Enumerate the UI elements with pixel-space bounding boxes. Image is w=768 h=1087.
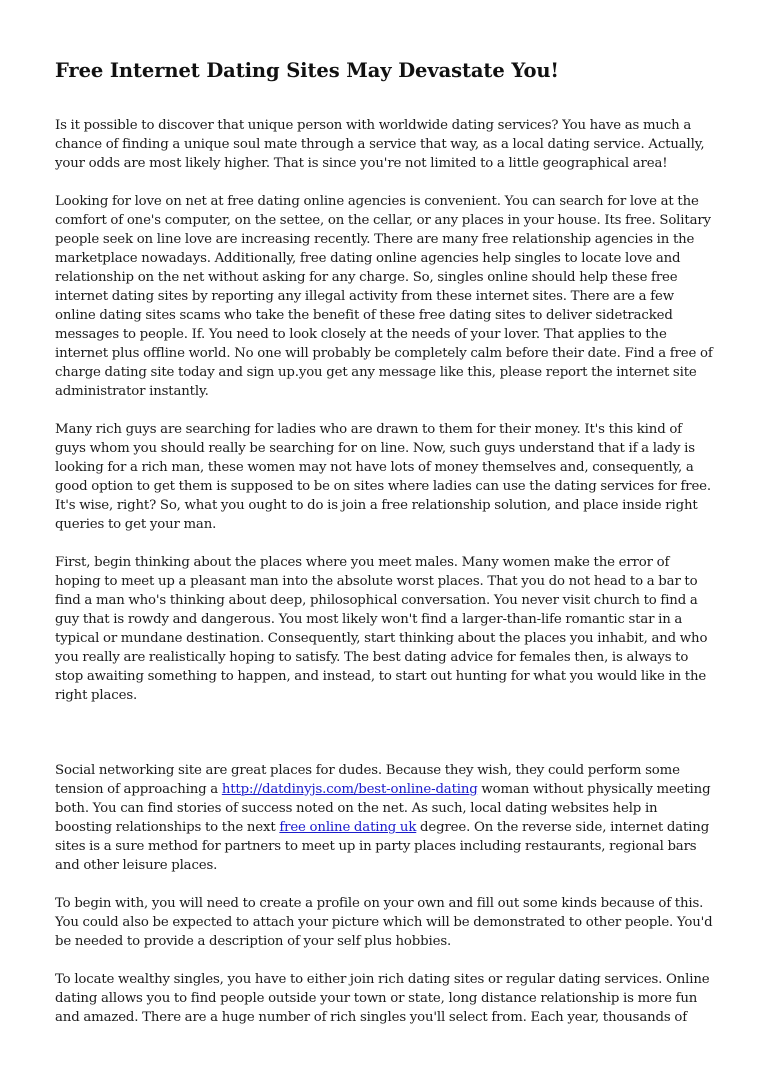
- link-best-online-dating[interactable]: http://datdinyjs.com/best-online-dating: [221, 782, 478, 797]
- paragraph-rich-guys: Many rich guys are searching for ladies who are drawn to them for their money. It's this kind of guys whom you should really be searching for on line. Now, such guys understand that if a lady is looking for a rich man, these women may not have lots of money themselves and, consequently, a good option to get them is supposed to be on sites where ladies can use the dating services for free. It's wise, right? So, what you ought to do is join a free relationship solution, and place inside right queries to get your man.: [55, 422, 711, 532]
- document-page: [55, 58, 715, 1027]
- paragraph-social-networking: [55, 761, 715, 875]
- paragraph-intro: Is it possible to discover that unique person with worldwide dating services? You have as much a chance of finding a unique soul mate through a service that way, as a local dating service. Actually, your odds are most likely higher. That is since you're not limited to a little geographical area!: [55, 118, 705, 171]
- paragraph-meet-males: First, begin thinking about the places where you meet males. Many women make the error of hoping to meet up a pleasant man into the absolute worst places. That you do not head to a bar to find a man who's thinking about deep, philosophical conversation. You never visit church to find a guy that is rowdy and dangerous. You most likely won't find a larger-than-life romantic star in a typical or mundane destination. Consequently, start thinking about the places you inhabit, and who you really are realistically hoping to satisfy. The best dating advice for females then, is always to stop awaiting something to happen, and instead, to start out hunting for what you would like in the right places.: [55, 555, 708, 703]
- link-free-online-dating-uk[interactable]: free online dating uk: [279, 820, 417, 835]
- paragraph-create-profile: To begin with, you will need to create a profile on your own and fill out some kinds because of this. You could also be expected to attach your picture which will be demonstrated to other people. You'd be needed to provide a description of your self plus hobbies.: [55, 896, 713, 949]
- paragraph-text: degree. On the reverse side, internet dating sites is a sure method for partners to meet up in party places including restaurants, regional bars and other leisure places.: [55, 820, 710, 873]
- paragraph-wealthy-singles: To locate wealthy singles, you have to either join rich dating sites or regular dating services. Online dating allows you to find people outside your town or state, long distance relationship is more fun and amazed. There are a huge number of rich singles you'll select from. Each year, thousands of: [55, 972, 710, 1025]
- paragraph-text: woman without physically meeting both. You can find stories of success noted on the net. As such, local dating websites help in boosting relationships to the next: [55, 782, 711, 835]
- document-title: Free Internet Dating Sites May Devastate You!: [55, 59, 559, 82]
- paragraph-text: Social networking site are great places for dudes. Because they wish, they could perform some tension of approaching a: [55, 763, 680, 797]
- paragraph-free-agencies: Looking for love on net at free dating online agencies is convenient. You can search for love at the comfort of one's computer, on the settee, on the cellar, or any places in your house. Its free. Solitary people seek on line love are increasing recently. There are many free relationship agencies in the marketplace nowadays. Additionally, free dating online agencies help singles to locate love and relationship on the net without asking for any charge. So, singles online should help these free internet dating sites by reporting any illegal activity from these internet sites. There are a few online dating sites scams who take the benefit of these free dating sites to deliver sidetracked messages to people. If. You need to look closely at the needs of your lover. That applies to the internet plus offline world. No one will probably be completely calm before their date. Find a free of charge dating site today and sign up.you get any message like this, please report the internet site administrator instantly.: [55, 194, 713, 399]
